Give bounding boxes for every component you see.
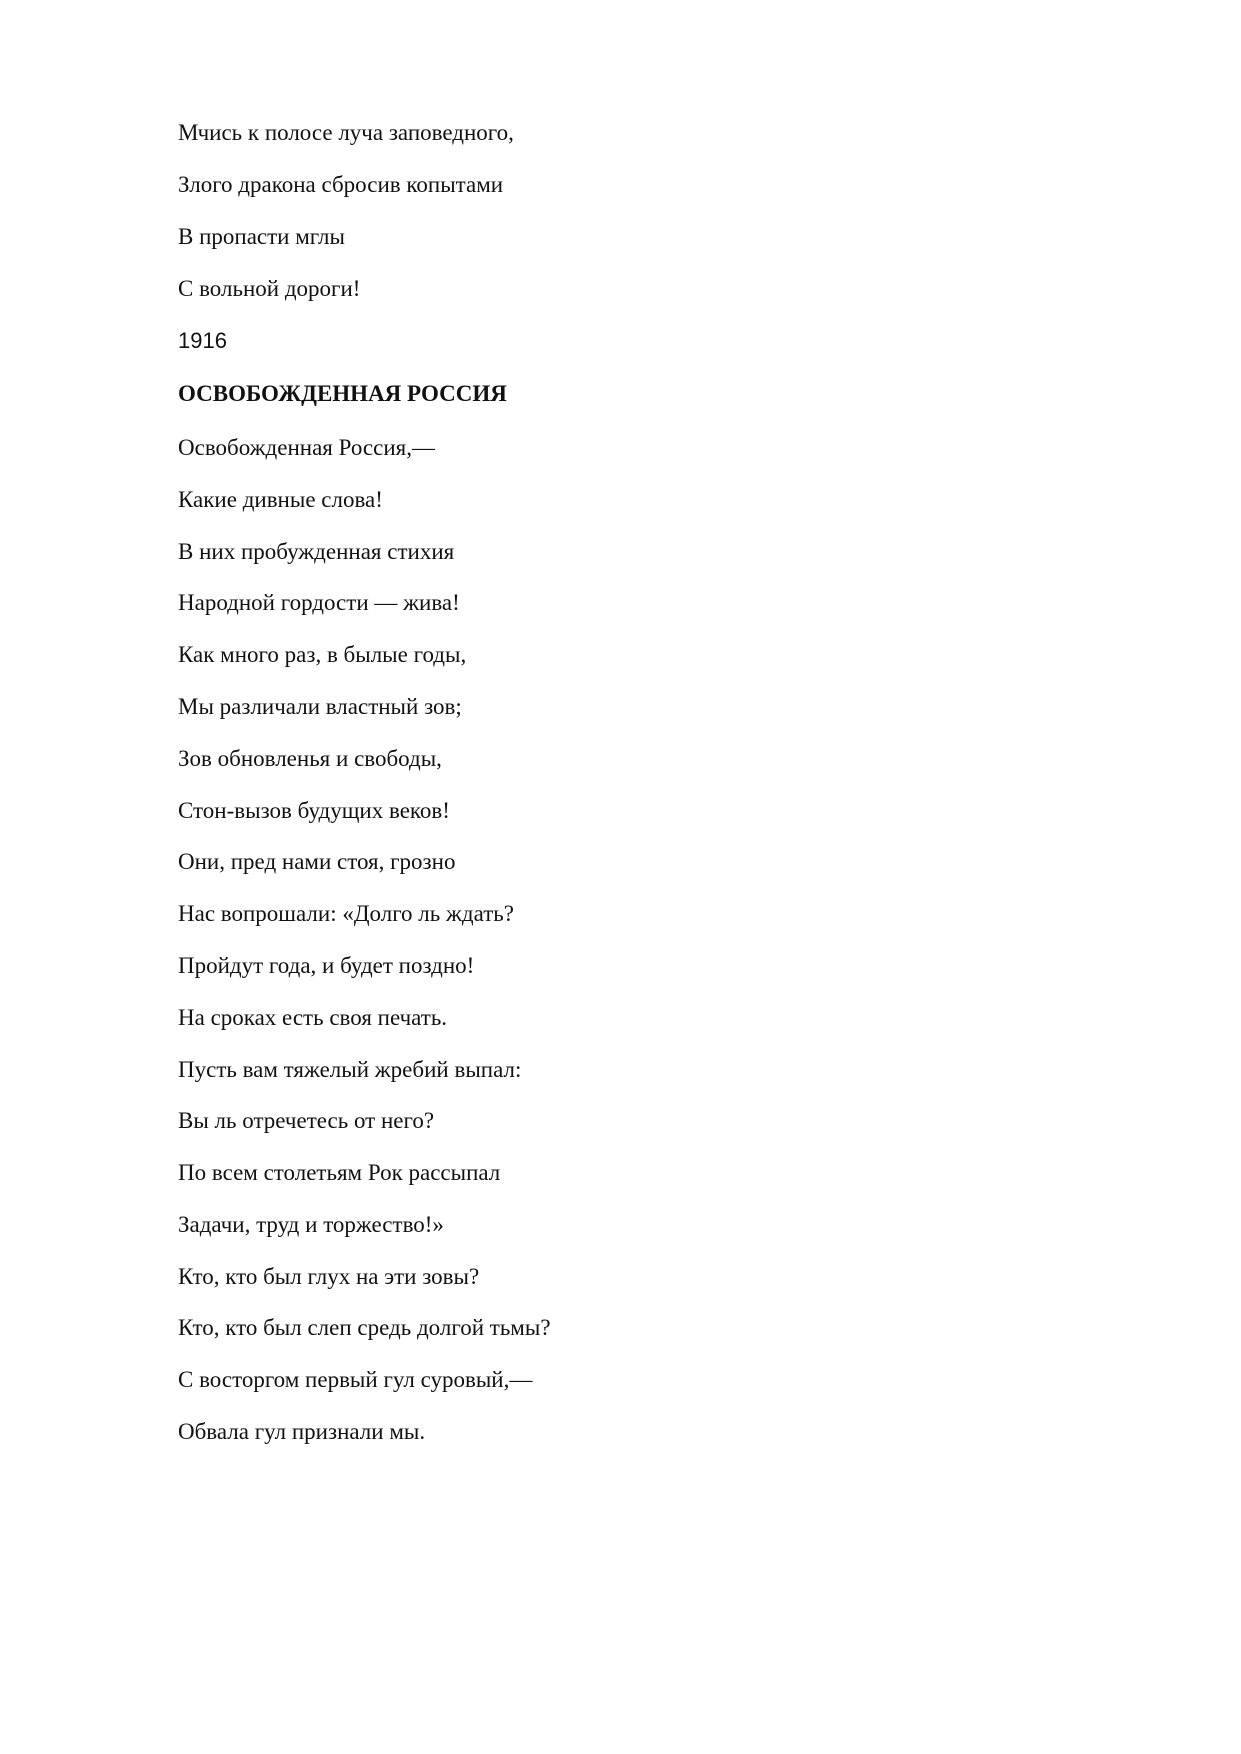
- verse-line: Освобожденная Россия,—: [178, 435, 435, 460]
- verse-line: Какие дивные слова!: [178, 487, 383, 512]
- verse-line: Обвала гул признали мы.: [178, 1419, 426, 1444]
- verse-line: В них пробужденная стихия: [178, 539, 455, 564]
- verse-line: На сроках есть своя печать.: [178, 1005, 448, 1030]
- verse-line: Нас вопрошали: «Долго ль ждать?: [178, 901, 514, 926]
- verse-line: В пропасти мглы: [178, 224, 345, 249]
- verse-line: Злого дракона сбросив копытами: [178, 172, 504, 197]
- verse-line: Мы различали властный зов;: [178, 694, 462, 719]
- verse-line: Народной гордости — жива!: [178, 590, 460, 615]
- poem-date: 1916: [178, 328, 227, 353]
- verse-line: Вы ль отречетесь от него?: [178, 1108, 435, 1133]
- verse-line: Стон-вызов будущих веков!: [178, 798, 450, 823]
- verse-line: Как много раз, в былые годы,: [178, 642, 467, 667]
- poem-title: ОСВОБОЖДЕННАЯ РОССИЯ: [178, 381, 507, 406]
- verse-line: С восторгом первый гул суровый,—: [178, 1367, 533, 1392]
- verse-line: Задачи, труд и торжество!»: [178, 1212, 444, 1237]
- verse-line: Пусть вам тяжелый жребий выпал:: [178, 1057, 522, 1082]
- verse-line: Кто, кто был слеп средь долгой тьмы?: [178, 1315, 551, 1340]
- verse-line: Они, пред нами стоя, грозно: [178, 849, 456, 874]
- verse-line: С вольной дороги!: [178, 276, 361, 301]
- verse-line: По всем столетьям Рок рассыпал: [178, 1160, 501, 1185]
- verse-line: Мчись к полосе луча заповедного,: [178, 120, 514, 145]
- verse-line: Пройдут года, и будет поздно!: [178, 953, 475, 978]
- verse-line: Кто, кто был глух на эти зовы?: [178, 1264, 480, 1289]
- verse-line: Зов обновленья и свободы,: [178, 746, 442, 771]
